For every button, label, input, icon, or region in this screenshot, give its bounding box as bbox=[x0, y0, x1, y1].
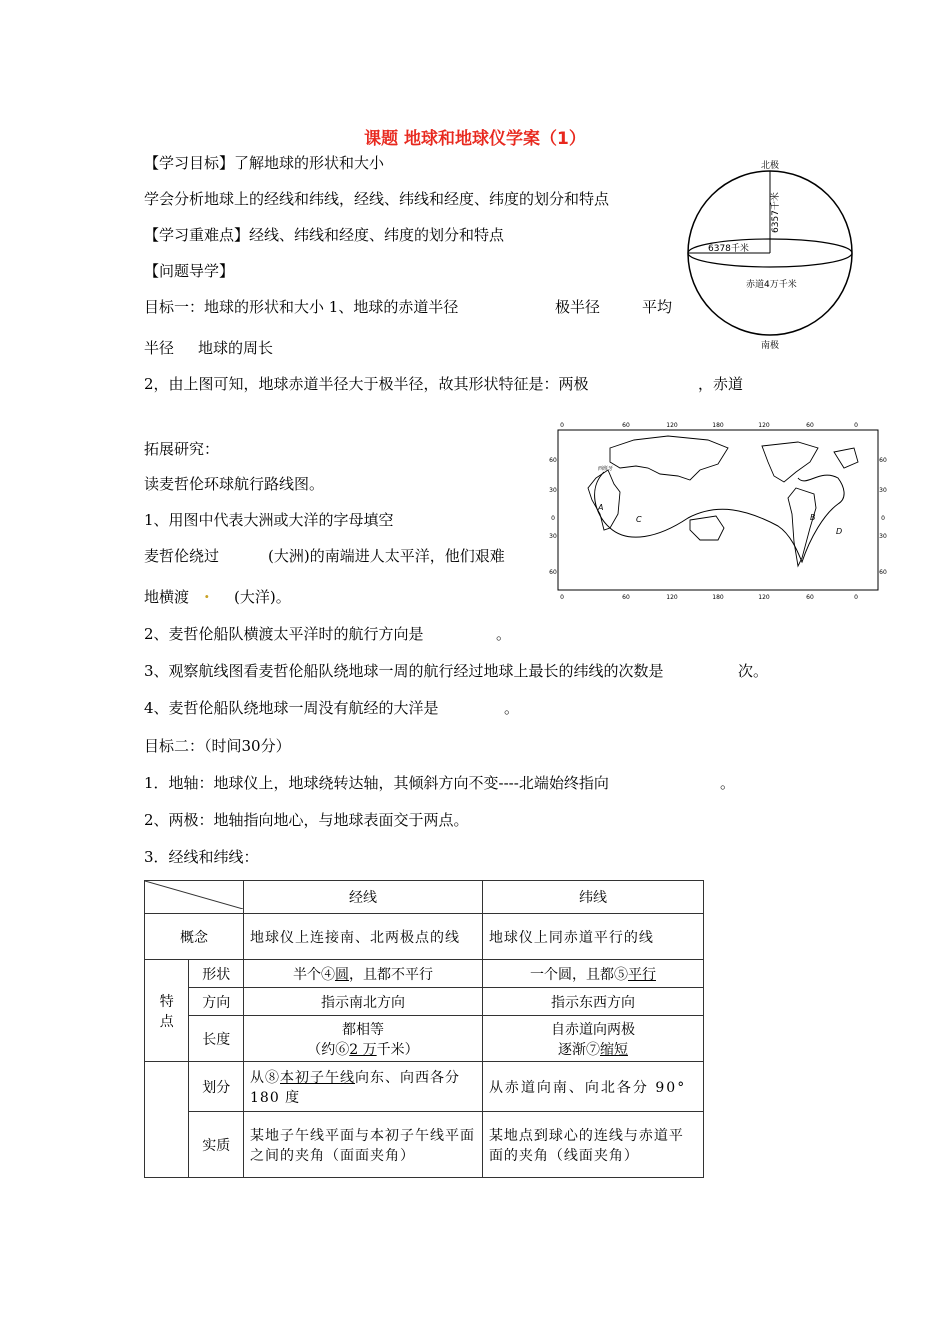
question-4-end: 。 bbox=[504, 699, 520, 717]
essence-parallel: 某地点到球心的连线与赤道平面的夹角（线面夹角） bbox=[482, 1112, 703, 1178]
learning-goal: 【学习目标】了解地球的形状和大小 bbox=[144, 154, 385, 172]
division-parallel: 从赤道向南、向北各分 90° bbox=[482, 1062, 703, 1112]
map-letter-d: D bbox=[836, 527, 843, 536]
question-2: 2、麦哲伦船队横渡太平洋时的航行方向是 bbox=[144, 625, 424, 643]
svg-text:60: 60 bbox=[622, 594, 630, 601]
svg-text:120: 120 bbox=[666, 594, 678, 601]
length-meridian: 都相等 （约⑥2 万千米） bbox=[244, 1016, 483, 1062]
marker-dot: . bbox=[204, 583, 210, 602]
meridian-parallel-heading: 3．经线和纬线： bbox=[144, 848, 259, 866]
map-place-spain: 西班牙 bbox=[598, 466, 614, 472]
learning-goal-detail: 学会分析地球上的经线和纬线，经线、纬线和经度、纬度的划分和特点 bbox=[144, 190, 610, 208]
polar-radius-label: 极半径 bbox=[555, 298, 601, 316]
map-instruction: 读麦哲伦环球航行路线图。 bbox=[144, 475, 325, 493]
magellan-q1b: (大洲)的南端进人太平洋，他们艰难 bbox=[268, 547, 505, 565]
features-label: 特点 bbox=[159, 993, 174, 1030]
blank-label-cell bbox=[145, 1062, 189, 1178]
row-label-division: 划分 bbox=[189, 1062, 244, 1112]
table-corner-cell bbox=[145, 881, 244, 914]
svg-text:0: 0 bbox=[560, 422, 564, 429]
svg-text:30: 30 bbox=[549, 533, 557, 540]
row-label-essence: 实质 bbox=[189, 1112, 244, 1178]
map-letter-b: B bbox=[810, 513, 816, 522]
svg-text:30: 30 bbox=[879, 533, 887, 540]
concept-parallel: 地球仪上同赤道平行的线 bbox=[482, 914, 703, 960]
radius-label: 半径 bbox=[144, 339, 175, 357]
earth-axis-end: 。 bbox=[720, 774, 736, 792]
average-label: 平均 bbox=[642, 298, 673, 316]
row-label-concept: 概念 bbox=[145, 914, 244, 960]
row-label-features bbox=[145, 960, 189, 1062]
question-2-end: 。 bbox=[496, 625, 512, 643]
direction-parallel: 指示东西方向 bbox=[482, 988, 703, 1016]
svg-text:120: 120 bbox=[666, 422, 678, 429]
row-label-direction: 方向 bbox=[189, 988, 244, 1016]
question-4: 4、麦哲伦船队绕地球一周没有航经的大洋是 bbox=[144, 699, 439, 717]
equatorial-radius-value: 6378千米 bbox=[708, 244, 749, 254]
map-letter-c: C bbox=[636, 515, 642, 524]
goal-two-heading: 目标二：（时间30分） bbox=[144, 737, 291, 755]
svg-text:60: 60 bbox=[806, 422, 814, 429]
row-label-shape: 形状 bbox=[189, 960, 244, 988]
map-letter-a: A bbox=[598, 503, 604, 512]
essence-meridian: 某地子午线平面与本初子午线平面之间的夹角（面面夹角） bbox=[244, 1112, 483, 1178]
question-guide-heading: 【问题导学】 bbox=[144, 262, 235, 280]
direction-meridian: 指示南北方向 bbox=[244, 988, 483, 1016]
equator-circumference-value: 赤道4万千米 bbox=[746, 280, 797, 290]
goal-one-line: 目标一：地球的形状和大小 1、地球的赤道半径 bbox=[144, 298, 459, 316]
magellan-q1c: 地横渡 bbox=[144, 588, 190, 606]
svg-text:0: 0 bbox=[551, 515, 555, 522]
svg-text:60: 60 bbox=[549, 457, 557, 464]
page-title: 课题 地球和地球仪学案（1） bbox=[364, 129, 586, 149]
svg-text:180: 180 bbox=[712, 422, 724, 429]
header-meridian: 经线 bbox=[244, 881, 483, 914]
svg-text:120: 120 bbox=[758, 422, 770, 429]
magellan-q1d: (大洋)。 bbox=[234, 588, 291, 606]
division-meridian: 从⑧本初子午线向东、向西各分 180 度 bbox=[244, 1062, 483, 1112]
extension-heading: 拓展研究： bbox=[144, 440, 220, 458]
question-3-end: 次。 bbox=[738, 662, 769, 680]
poles-line: 2、两极：地轴指向地心，与地球表面交于两点。 bbox=[144, 811, 469, 829]
svg-text:30: 30 bbox=[549, 487, 557, 494]
shape-meridian: 半个④圆，且都不平行 bbox=[244, 960, 483, 988]
concept-meridian: 地球仪上连接南、北两极点的线 bbox=[244, 914, 483, 960]
question-3: 3、观察航线图看麦哲伦船队绕地球一周的航行经过地球上最长的纬线的次数是 bbox=[144, 662, 664, 680]
svg-text:60: 60 bbox=[549, 569, 557, 576]
svg-text:0: 0 bbox=[854, 594, 858, 601]
row-label-length: 长度 bbox=[189, 1016, 244, 1062]
shape-parallel: 一个圆，且都⑤平行 bbox=[482, 960, 703, 988]
earth-axis-line: 1．地轴：地球仪上，地球绕转达轴，其倾斜方向不变----北端始终指向 bbox=[144, 774, 609, 792]
key-points: 【学习重难点】经线、纬线和经度、纬度的划分和特点 bbox=[144, 226, 505, 244]
polar-radius-value: 6357千米 bbox=[771, 192, 781, 233]
svg-text:0: 0 bbox=[560, 594, 564, 601]
svg-text:120: 120 bbox=[758, 594, 770, 601]
svg-text:60: 60 bbox=[879, 569, 887, 576]
fill-in-instruction: 1、用图中代表大洲或大洋的字母填空 bbox=[144, 511, 394, 529]
meridian-parallel-table bbox=[144, 880, 704, 1178]
svg-text:180: 180 bbox=[712, 594, 724, 601]
north-pole-label: 北极 bbox=[760, 161, 780, 171]
equator-label: ，赤道 bbox=[698, 375, 744, 393]
circumference-label: 地球的周长 bbox=[198, 339, 274, 357]
svg-text:60: 60 bbox=[806, 594, 814, 601]
south-pole-label: 南极 bbox=[760, 341, 780, 350]
diagonal-divider bbox=[145, 881, 243, 909]
length-parallel: 自赤道向两极 逐渐⑦缩短 bbox=[482, 1016, 703, 1062]
globe-diagram bbox=[680, 155, 860, 350]
svg-text:0: 0 bbox=[854, 422, 858, 429]
svg-text:60: 60 bbox=[879, 457, 887, 464]
svg-text:0: 0 bbox=[881, 515, 885, 522]
shape-question: 2，由上图可知，地球赤道半径大于极半径，故其形状特征是：两极 bbox=[144, 375, 589, 393]
magellan-q1a: 麦哲伦绕过 bbox=[144, 547, 220, 565]
magellan-route-map bbox=[548, 418, 888, 608]
header-parallel: 纬线 bbox=[482, 881, 703, 914]
svg-text:30: 30 bbox=[879, 487, 887, 494]
svg-text:60: 60 bbox=[622, 422, 630, 429]
